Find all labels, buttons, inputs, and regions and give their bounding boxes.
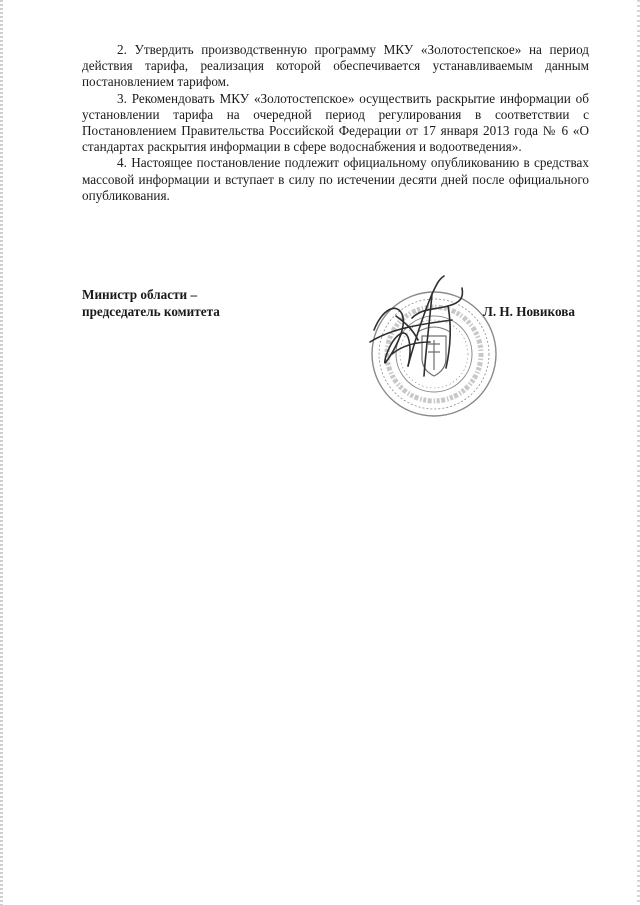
official-seal-stamp <box>352 258 512 428</box>
paragraph-2: 2. Утвердить производственную программу МКУ «Золотостепское» на период действия тарифа, реализация которой обеспечивается устанавливаемым данным постановлением тарифом. <box>82 42 589 90</box>
signatory-title-line1: Министр области – <box>82 287 198 302</box>
signatory-title <box>82 286 220 320</box>
signatory-name: Л. Н. Новикова <box>483 304 575 319</box>
scan-edge-left <box>0 0 3 905</box>
signatory-title-line2: председатель комитета <box>82 304 220 319</box>
paragraph-3: 3. Рекомендовать МКУ «Золотостепское» осуществить раскрытие информации об установлении тарифа на очередной период регулирования в соответствии с Постановлением Правительства Российской Федерации от 17 января 2013 года № 6 «О стандартах раскрытия информации в сфере водоснабжения и водоотведения». <box>82 90 589 155</box>
paragraph-4: 4. Настоящее постановление подлежит официальному опубликованию в средствах массовой информации и вступает в силу по истечении десяти дней после официального опубликования. <box>82 155 589 203</box>
handwritten-signature <box>370 276 462 376</box>
coat-of-arms-emblem <box>418 327 450 376</box>
document-body <box>82 42 589 204</box>
